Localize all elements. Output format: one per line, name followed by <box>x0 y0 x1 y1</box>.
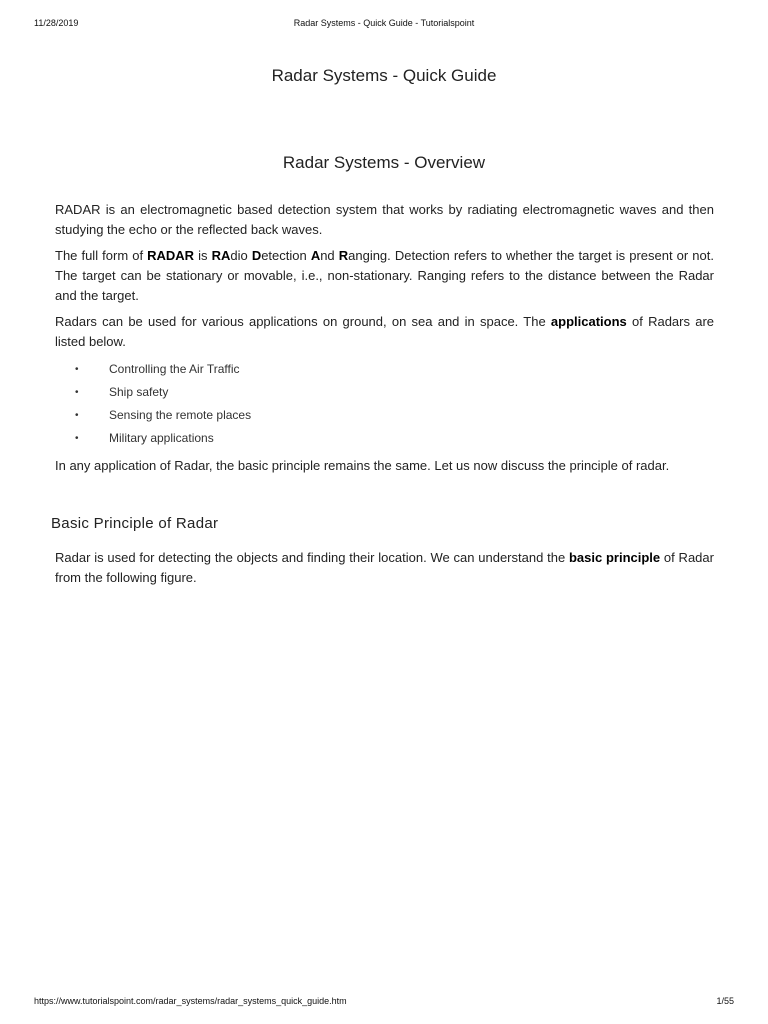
section-title: Radar Systems - Overview <box>282 153 486 172</box>
text-segment: Radars can be used for various applications on ground, on sea and in space. The <box>55 314 551 329</box>
list-item <box>55 404 714 427</box>
text-segment: etection <box>261 248 311 263</box>
text-segment: Radar is used for detecting the objects and finding their location. We can understand the <box>55 550 569 565</box>
list-item <box>55 358 714 381</box>
paragraph-radar-definition: RADAR is an electromagnetic based detection system that works by radiating electromagnetic waves and then studying the echo or the reflected back waves. <box>55 202 714 237</box>
print-date: 11/28/2019 <box>34 18 79 28</box>
text-segment: of Radars are listed below. <box>55 314 715 349</box>
paragraph-applications-intro <box>55 312 714 352</box>
text-segment: anging. Detection refers to whether the target is present or not. The target can be stationary or movable, i.e., non-stationary. Ranging refers to the distance between the Radar and the target. <box>55 248 714 303</box>
bullet-icon: • <box>75 433 79 444</box>
subheading-basic-principle: Basic Principle of Radar <box>51 515 219 532</box>
list-item-label: Ship safety <box>109 385 169 399</box>
bullet-icon: • <box>75 364 79 375</box>
applications-list <box>55 358 714 450</box>
print-page-title: Radar Systems - Quick Guide - Tutorialspoint <box>293 18 475 28</box>
list-item-label: Military applications <box>109 431 214 445</box>
basic-principle-content <box>55 548 714 588</box>
text-segment: dio <box>230 248 252 263</box>
bold-r: R <box>338 248 349 263</box>
bullet-icon: • <box>75 387 79 398</box>
print-footer <box>34 996 734 1008</box>
print-header <box>34 18 734 30</box>
text-segment: The full form of <box>55 248 148 263</box>
text-segment: is <box>194 248 212 263</box>
list-item <box>55 381 714 404</box>
paragraph-principle-intro: In any application of Radar, the basic principle remains the same. Let us now discuss the principle of radar. <box>55 458 670 473</box>
bold-radar: RADAR <box>147 248 195 263</box>
text-segment: nd <box>320 248 339 263</box>
bold-basic-principle: basic principle <box>568 550 661 565</box>
bullet-icon: • <box>75 410 79 421</box>
list-item-label: Controlling the Air Traffic <box>109 362 240 376</box>
paragraph-radar-full-form <box>55 246 714 306</box>
text-segment: of Radar from the following figure. <box>55 550 714 585</box>
print-url: https://www.tutorialspoint.com/radar_systems/radar_systems_quick_guide.htm <box>34 996 347 1006</box>
list-item-label: Sensing the remote places <box>109 408 252 422</box>
overview-content <box>55 200 714 482</box>
list-item <box>55 427 714 450</box>
bold-d: D <box>251 248 262 263</box>
document-title: Radar Systems - Quick Guide <box>271 66 497 85</box>
bold-ra: RA <box>211 248 231 263</box>
bold-a: A <box>310 248 321 263</box>
bold-applications: applications <box>550 314 627 329</box>
paragraph-basic-principle <box>55 548 714 588</box>
print-page-number: 1/55 <box>716 996 734 1006</box>
